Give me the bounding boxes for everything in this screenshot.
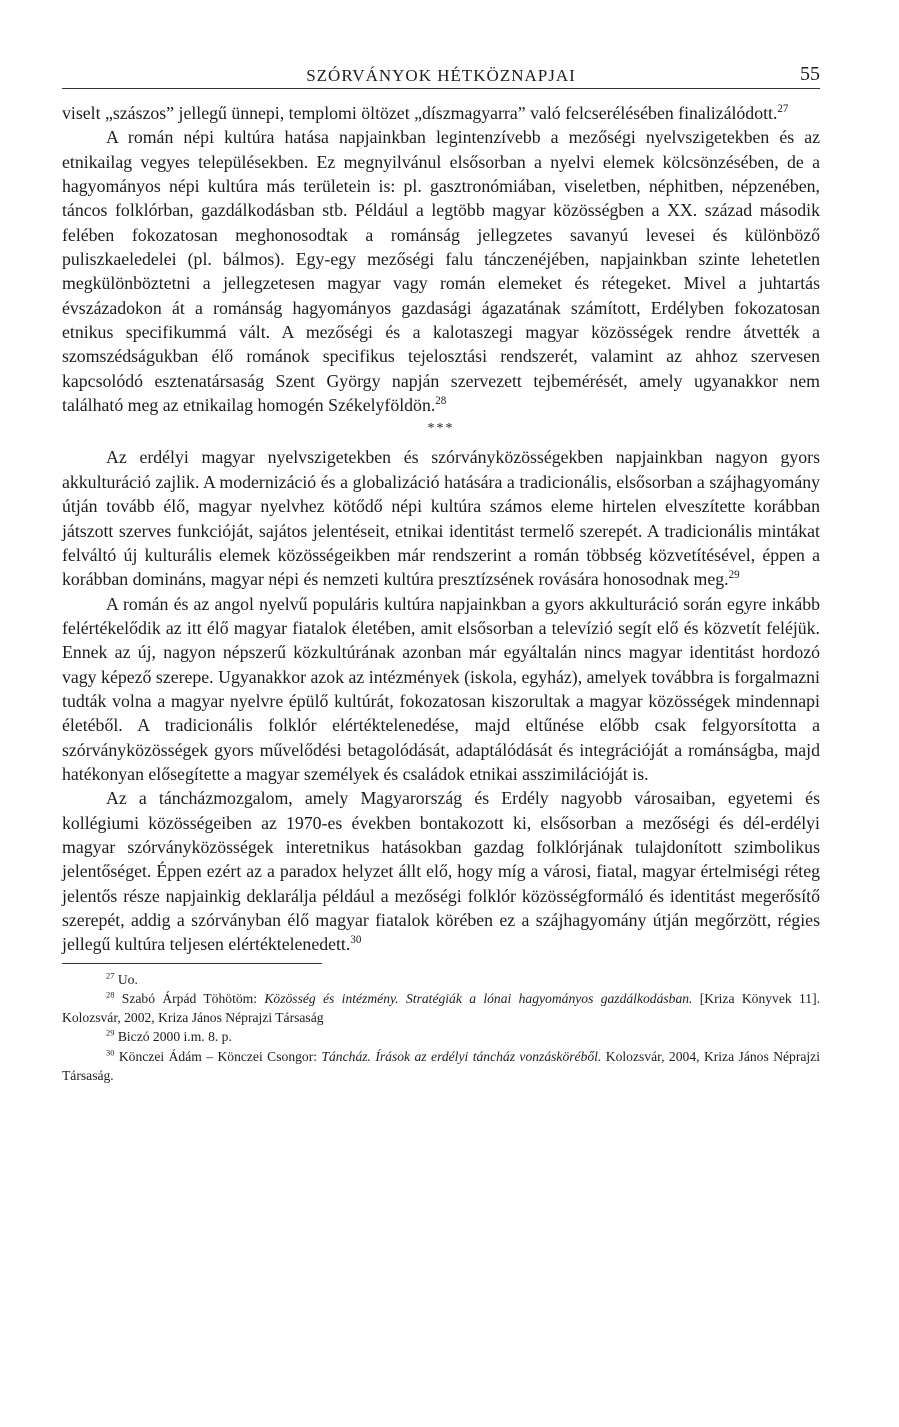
footnote-rule <box>62 963 322 964</box>
body-text <box>62 101 820 957</box>
page-number: 55 <box>800 63 820 85</box>
footnote-ref: 28 <box>435 395 447 408</box>
footnote-number: 27 <box>106 970 115 981</box>
footnote-text: Könczei Ádám – Könczei Csongor: <box>118 1048 322 1064</box>
footnote-ref: 27 <box>777 103 789 116</box>
footnote <box>62 989 820 1027</box>
paragraph: A román és az angol nyelvű populáris kultúra napjainkban a gyors akkulturáció során egyre inkább felértékelődik az itt élő magyar fiatalok életében, amit elsősorban a televízió segít elő és közvetít feléjük. Ennek az új, nagyon népszerű közkultúrának azonban már egyáltalán nincs magyar identitást hordozó vagy képező szerepe. Ugyanakkor azok az intézmények (iskola, egyház), amelyek továbbra is forgalmazni tudták volna a magyar nyelvre épülő kultúrát, fokozatosan kiszorultak a magyar közösségek mindennapi életéből. A tradicionális folklór elértéktelenedése, majd eltűnése előbb csak felgyorsította a szórványközösségek gyors művelődési betagolódását, adaptálódását és integrációját a románságba, majd hatékonyan elősegítette a magyar személyek és családok etnikai asszimilációját is. <box>62 593 820 784</box>
footnote-ref: 30 <box>350 934 362 947</box>
footnote <box>62 970 820 989</box>
footnote-text: [Kriza Könyvek 11]. Kolozsvár, 2002, Kriza János Néprajzi Társaság <box>62 990 821 1026</box>
footnote-title: Táncház. Írások az erdélyi táncház vonzásköréből. <box>321 1048 602 1064</box>
paragraph: viselt „szászos” jellegű ünnepi, templomi öltözet „díszmagyarra” való felcserélésében finalizálódott.$^{27}$ <box>62 103 789 123</box>
footnote-title: Közösség és intézmény. Stratégiák a lónai hagyományos gazdálkodásban. <box>264 990 693 1006</box>
footnote-text: Biczó 2000 i.m. 8. p. <box>117 1029 232 1045</box>
footnote-text: Kolozsvár, 2004, Kriza János Néprajzi Társaság. <box>62 1048 820 1083</box>
paragraph: Az erdélyi magyar nyelvszigetekben és szórványközösségekben napjainkban nagyon gyors akkulturáció zajlik. A modernizáció és a globalizáció hatására a tradicionális, elsősorban a szájhagyomány útján tovább élő, magyar nyelvhez kötődő népi kultúra számos eleme hirtelen elveszítette korábban játszott szerves funkcióját, sajátos jelentéseit, etnikai identitást termelő szerepét. A tradicionális mintákat felváltó új kulturális elemek közösségeikben már rendszerint a román többség közvetítésével, éppen a korábban domináns, magyar népi és nemzeti kultúra presztízsének rovására honosodnak meg.$^{29}$ <box>62 447 820 590</box>
section-separator: *** <box>427 421 455 437</box>
footnote <box>62 1047 820 1085</box>
paragraph: Az a táncházmozgalom, amely Magyarország és Erdély nagyobb városaiban, egyetemi és kollégiumi közösségeiben az 1970-es években bontakozott ki, elsősorban a mezőségi és dél-erdélyi magyar szórványközösségek interetnikus hatásokban gazdag folklórjának tulajdonított szimbolikus jelentőséget. Éppen ezért az a paradox helyzet állt elő, hogy míg a városi, fiatal, magyar értelmiségi réteg jelentős része napjainkig deklarálja például a mezőségi folklór közösségformáló és identitást megerősítő szerepét, addig a szórványban élő magyar fiatalok körében ez a szájhagyomány útján megőrzött, régies jellegű kultúra teljesen elértéktelenedett.$^{30}$ <box>62 788 820 955</box>
footnotes <box>62 970 820 1085</box>
paragraph: A román népi kultúra hatása napjainkban legintenzívebb a mezőségi nyelvszigetekben és az etnikailag vegyes településekben. Ez megnyilvánul elsősorban a nyelvi elemek kölcsönzésében, de a hagyományos népi kultúra más területein is: pl. gasztronómiában, viseletben, néphitben, népzenében, táncos folklórban, gazdálkodásban stb. Például a legtöbb magyar közösségben a XX. század második felében fokozatosan meghonosodtak a románság jellegzetes savanyú levesei és különböző puliszkaeledelei (pl. bálmos). Egy-egy mezőségi falu tánczenéjében, napjainkban szinte lehetetlen megkülönböztetni a jellegzetesen magyar vagy román elemeket és rétegeket. Mivel a juhtartás évszázadokon át a románság hagyományos gazdasági ágazatának számított, Erdélyben fokozatosan etnikus specifikummá vált. A mezőségi és a kalotaszegi magyar közösségek rendre átvették a szomszédságukban élő románok specifikus tejelosztási rendszerét, valamint az ahhoz szervesen kapcsolódó esztenatársaság Szent György napján szervezett tejbemérését, amely ugyanakkor nem található meg az etnikailag homogén Székelyföldön.$^{28}$ <box>62 127 820 416</box>
footnote-text: Szabó Árpád Töhötöm: <box>121 990 265 1006</box>
footnote-number: 29 <box>106 1027 115 1038</box>
footnote <box>62 1027 820 1046</box>
footnote-number: 30 <box>106 1046 115 1057</box>
footnote-number: 28 <box>106 989 115 1000</box>
footnote-text: Uo. <box>117 971 138 987</box>
running-title: SZÓRVÁNYOK HÉTKÖZNAPJAI <box>306 66 576 85</box>
page <box>62 60 820 1085</box>
footnote-ref: 29 <box>728 569 740 582</box>
running-header <box>62 60 820 89</box>
